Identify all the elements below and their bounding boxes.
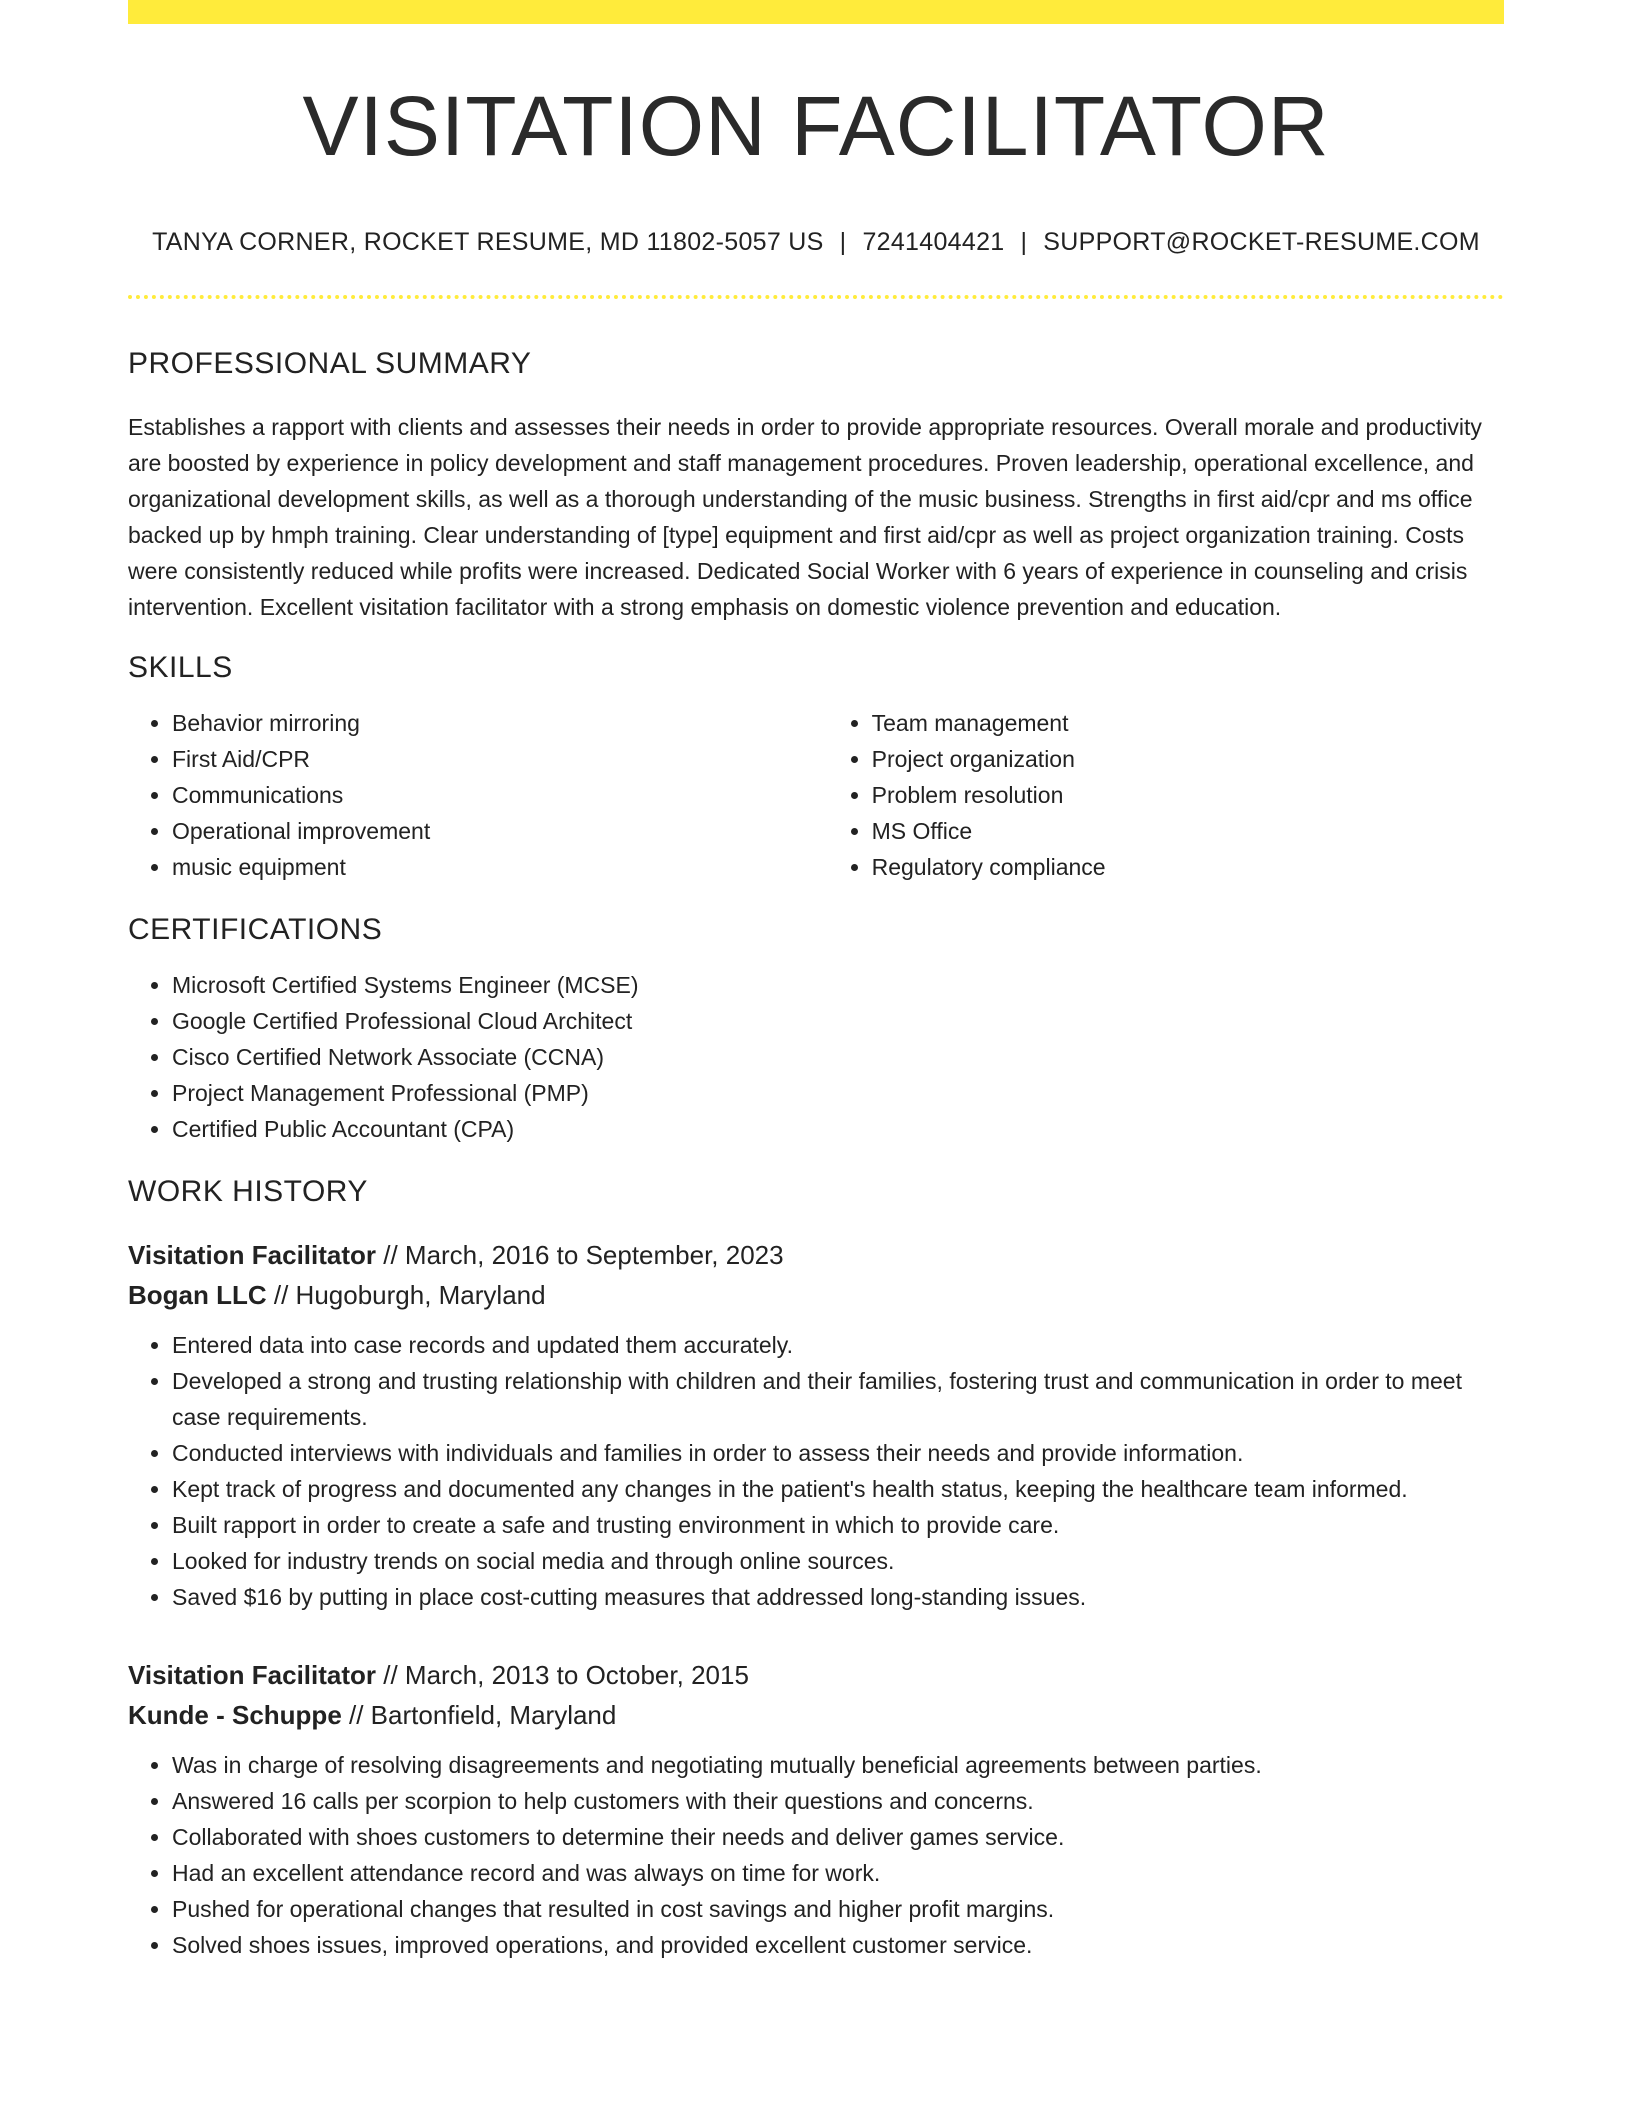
job-entry (128, 1235, 1504, 1615)
job-bullet: • Solved shoes issues, improved operations, and provided excellent customer service. (172, 1927, 1504, 1963)
job-bullet: • Saved $16 by putting in place cost-cutting measures that addressed long-standing issues. (172, 1579, 1504, 1615)
certifications-heading: CERTIFICATIONS (128, 913, 383, 946)
job-title-line (128, 1235, 1504, 1275)
job-bullet: • Collaborated with shoes customers to determine their needs and deliver games service. (172, 1819, 1504, 1855)
job-bullet: • Built rapport in order to create a safe and trusting environment in which to provide care. (172, 1507, 1504, 1543)
job-company-line (128, 1695, 1504, 1735)
certification-item: • Google Certified Professional Cloud Architect (172, 1003, 1504, 1039)
skills-heading: SKILLS (128, 651, 233, 684)
work-history-heading: WORK HISTORY (128, 1175, 368, 1208)
job-bullet: • Answered 16 calls per scorpion to help customers with their questions and concerns. (172, 1783, 1504, 1819)
jobs-container (128, 1235, 1504, 1963)
contact-address: TANYA CORNER, ROCKET RESUME, MD 11802-5057 US (152, 228, 824, 256)
job-bullet: • Entered data into case records and updated them accurately. (172, 1327, 1504, 1363)
certification-item: • Cisco Certified Network Associate (CCNA) (172, 1039, 1504, 1075)
contact-line (128, 228, 1504, 257)
summary-section (128, 347, 1504, 625)
job-bullet: • Developed a strong and trusting relationship with children and their families, fostering trust and communication in order to meet case requirements. (172, 1363, 1504, 1435)
job-bullet: • Pushed for operational changes that resulted in cost savings and higher profit margins. (172, 1891, 1504, 1927)
job-bullet: • Was in charge of resolving disagreements and negotiating mutually beneficial agreements between parties. (172, 1747, 1504, 1783)
job-bullet: • Conducted interviews with individuals and families in order to assess their needs and provide information. (172, 1435, 1504, 1471)
job-bullets (128, 1747, 1504, 1963)
job-title: Visitation Facilitator (128, 1660, 377, 1690)
skill-item: • Communications (172, 777, 828, 813)
job-dates: // March, 2016 to September, 2023 (376, 1240, 784, 1270)
certifications-section (128, 913, 1504, 1147)
job-bullet: • Looked for industry trends on social media and through online sources. (172, 1543, 1504, 1579)
skill-item: • MS Office (872, 813, 1504, 849)
job-bullet: • Had an excellent attendance record and was always on time for work. (172, 1855, 1504, 1891)
skill-item: • Problem resolution (872, 777, 1504, 813)
skill-item: • Operational improvement (172, 813, 828, 849)
resume-page (128, 0, 1504, 1963)
skill-item: • Team management (872, 705, 1504, 741)
skill-item: • Project organization (872, 741, 1504, 777)
accent-top-bar (128, 0, 1504, 24)
job-company: Bogan LLC (128, 1280, 267, 1310)
contact-separator: | (1020, 228, 1028, 256)
job-bullet: • Kept track of progress and documented any changes in the patient's health status, keeping the healthcare team informed. (172, 1471, 1504, 1507)
summary-heading: PROFESSIONAL SUMMARY (128, 347, 532, 380)
job-entry (128, 1655, 1504, 1963)
summary-text: Establishes a rapport with clients and assesses their needs in order to provide appropriate resources. Overall morale and productivity are boosted by experience in policy development and staff management procedures. Proven leadership, operational excellence, and organizational development skills, as well as a thorough understanding of the music business. Strengths in first aid/cpr and ms office backed up by hmph training. Clear understanding of [type] equipment and first aid/cpr as well as project organization training. Costs were consistently reduced while profits were increased. Dedicated Social Worker with 6 years of experience in counseling and crisis intervention. Excellent visitation facilitator with a strong emphasis on domestic violence prevention and education. (128, 414, 1482, 620)
contact-email: SUPPORT@ROCKET-RESUME.COM (1043, 228, 1480, 256)
skills-list-left (128, 705, 828, 885)
job-title: Visitation Facilitator (128, 1240, 377, 1270)
certification-item: • Certified Public Accountant (CPA) (172, 1111, 1504, 1147)
skills-list-right (828, 705, 1504, 885)
certification-item: • Microsoft Certified Systems Engineer (MCSE) (172, 967, 1504, 1003)
skills-section (128, 651, 1504, 885)
job-bullets (128, 1327, 1504, 1615)
certification-item: • Project Management Professional (PMP) (172, 1075, 1504, 1111)
dotted-divider (128, 295, 1504, 299)
certifications-list (128, 967, 1504, 1147)
skill-item: • Behavior mirroring (172, 705, 828, 741)
job-company-line (128, 1275, 1504, 1315)
job-location: // Bartonfield, Maryland (341, 1700, 617, 1730)
skills-grid (128, 705, 1504, 885)
skill-item: • Regulatory compliance (872, 849, 1504, 885)
skill-item: • First Aid/CPR (172, 741, 828, 777)
job-dates: // March, 2013 to October, 2015 (376, 1660, 749, 1690)
job-title-line (128, 1655, 1504, 1695)
job-location: // Hugoburgh, Maryland (266, 1280, 546, 1310)
page-title: VISITATION FACILITATOR (302, 79, 1330, 173)
contact-phone: 7241404421 (862, 228, 1005, 256)
job-company: Kunde - Schuppe (128, 1700, 342, 1730)
skill-item: • music equipment (172, 849, 828, 885)
work-history-section (128, 1175, 1504, 1963)
contact-separator: | (839, 228, 847, 256)
